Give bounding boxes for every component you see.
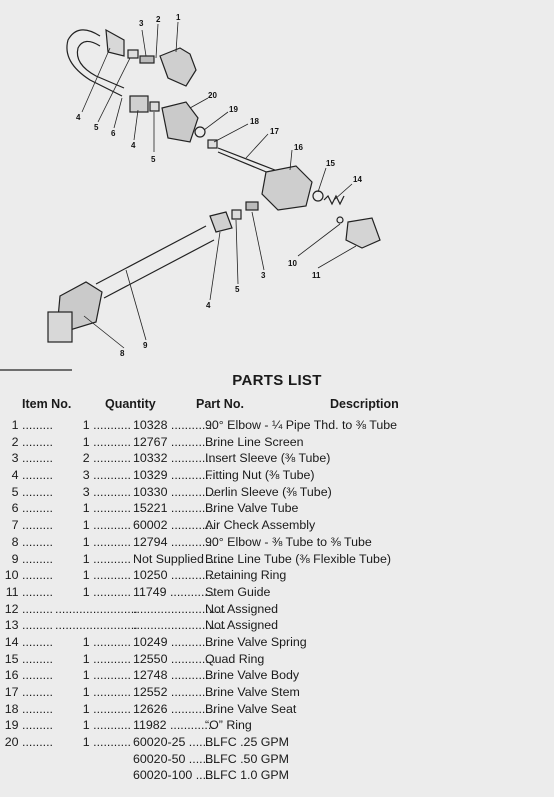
quantity: 1 ........... — [82, 685, 131, 699]
callout-17: 17 — [270, 127, 279, 136]
callout-4b: 4 — [131, 141, 136, 150]
part-number: 10332 ............. — [133, 451, 216, 466]
table-row — [0, 685, 554, 702]
description: Brine Valve Spring — [205, 634, 307, 649]
description: Not Assigned — [205, 618, 279, 633]
description: Derlin Sleeve (⅜ Tube) — [205, 484, 332, 499]
description: Not Assigned — [205, 601, 279, 616]
retaining-ring — [337, 217, 343, 223]
part-number: 10330 ............. — [133, 484, 216, 499]
part-number: 12748 ............. — [133, 668, 216, 683]
quantity: 1 ........... — [82, 735, 131, 750]
description: Brine Valve Seat — [205, 701, 297, 716]
item-number: 9 ......... — [11, 551, 53, 566]
table-row — [0, 602, 554, 619]
quantity: 1 ........... — [82, 584, 131, 599]
derlin-sleeve-3 — [232, 210, 241, 219]
description: Brine Valve Stem — [205, 685, 300, 699]
table-row — [0, 518, 554, 535]
part-number: 12626 ............. — [133, 701, 216, 716]
item-number: 20 ......... — [4, 735, 53, 750]
header-item-no: Item No. — [22, 397, 72, 411]
callout-20: 20 — [208, 91, 217, 100]
description: “O” Ring — [205, 718, 252, 733]
table-row — [0, 468, 554, 485]
brine-line-tube — [96, 226, 206, 284]
callout-10: 10 — [288, 259, 297, 268]
description: BLFC .25 GPM — [205, 735, 290, 750]
item-number: 14 ......... — [4, 634, 53, 649]
item-number: 3 ......... — [11, 451, 53, 466]
item-number: 8 ......... — [11, 534, 53, 549]
part-number: 60020-100 ....... — [133, 768, 220, 783]
quad-ring — [313, 191, 323, 201]
item-number: 16 ......... — [4, 668, 53, 683]
item-number: 5 ......... — [11, 484, 53, 499]
elbow-fitting — [160, 48, 196, 86]
quantity: ........................ — [55, 601, 138, 616]
part-number: 12552 ............. — [133, 685, 216, 699]
derlin-sleeve-2 — [150, 102, 159, 111]
item-number: 15 ......... — [4, 651, 53, 666]
part-number: 60002 ............. — [133, 518, 216, 533]
item-number: 10 ......... — [4, 568, 53, 583]
table-row — [0, 568, 554, 585]
o-ring — [195, 127, 205, 137]
insert-sleeve — [140, 56, 154, 63]
quantity: 1 ........... — [82, 534, 131, 549]
description: Insert Sleeve (⅜ Tube) — [205, 451, 331, 466]
item-number: 17 ......... — [4, 685, 53, 699]
part-number: 12550 ............. — [133, 651, 216, 666]
table-row — [0, 635, 554, 652]
table-row — [0, 435, 554, 452]
callout-14: 14 — [353, 175, 362, 184]
part-number: 10329 ............. — [133, 468, 216, 483]
quantity: ........................ — [55, 618, 138, 633]
description: Brine Valve Body — [205, 668, 300, 683]
item-number: 12 ......... — [4, 601, 53, 616]
quantity: 1 ........... — [82, 518, 131, 533]
part-number: 60020-50 ......... — [133, 751, 220, 766]
table-row — [0, 718, 554, 735]
item-number: 7 ......... — [11, 518, 53, 533]
table-row — [0, 768, 554, 785]
stem-guide — [346, 218, 380, 248]
item-number: 4 ......... — [11, 468, 53, 483]
table-row — [0, 618, 554, 635]
item-number: 18 ......... — [4, 701, 53, 716]
callout-5c: 5 — [235, 285, 240, 294]
callout-1: 1 — [176, 13, 181, 22]
header-part-no: Part No. — [196, 397, 244, 411]
part-number: Not Supplied ....... — [133, 551, 232, 566]
part-number: 11749 ............. — [133, 584, 215, 599]
table-row — [0, 552, 554, 569]
description: Air Check Assembly — [205, 518, 316, 533]
table-row — [0, 752, 554, 769]
description: BLFC 1.0 GPM — [205, 768, 290, 783]
quantity: 3 ........... — [82, 484, 131, 499]
description: Brine Line Tube (⅜ Flexible Tube) — [205, 551, 391, 566]
description: Stem Guide — [205, 584, 271, 599]
table-row — [0, 668, 554, 685]
callout-3b: 3 — [261, 271, 266, 280]
header-quantity: Quantity — [105, 397, 156, 411]
item-number: 1 ......... — [11, 418, 53, 432]
part-number: 10249 ............. — [133, 634, 216, 649]
quantity: 1 ........... — [82, 701, 131, 716]
elbow-base — [48, 312, 72, 342]
callout-6: 6 — [111, 129, 116, 138]
parts-table — [0, 418, 554, 785]
quantity: 2 ........... — [82, 451, 131, 466]
blfc — [162, 102, 198, 142]
callout-4c: 4 — [206, 301, 211, 310]
part-number: 10250 ............. — [133, 568, 216, 583]
item-number: 11 ......... — [5, 584, 53, 599]
description: Quad Ring — [205, 651, 265, 666]
quantity: 1 ........... — [82, 668, 131, 683]
quantity: 1 ........... — [82, 634, 131, 649]
item-number: 19 ......... — [4, 718, 53, 733]
quantity: 1 ........... — [82, 568, 131, 583]
description: 90° Elbow - ¼ Pipe Thd. to ⅜ Tube — [205, 418, 398, 432]
table-row — [0, 652, 554, 669]
quantity: 1 ........... — [82, 651, 131, 666]
callout-3: 3 — [139, 19, 144, 28]
item-number: 13 ......... — [4, 618, 53, 633]
callout-9: 9 — [143, 341, 148, 350]
part-number: 60020-25 ......... — [133, 735, 220, 750]
callout-5b: 5 — [151, 155, 156, 164]
callout-15: 15 — [326, 159, 335, 168]
description: BLFC .50 GPM — [205, 751, 290, 766]
part-number: 10328 ............. — [133, 418, 216, 432]
header-description: Description — [330, 397, 399, 411]
callout-16: 16 — [294, 143, 303, 152]
brine-valve-stem — [218, 148, 280, 172]
item-number: 2 ......... — [11, 434, 53, 449]
fitting-nut-2 — [130, 96, 148, 112]
quantity: 1 ........... — [82, 551, 131, 566]
part-number: 12767 ............. — [133, 434, 216, 449]
fitting-nut — [106, 30, 124, 56]
table-row — [0, 585, 554, 602]
description: Retaining Ring — [205, 568, 287, 583]
insert-sleeve-2 — [246, 202, 258, 210]
table-row — [0, 485, 554, 502]
parts-list-title: PARTS LIST — [232, 372, 322, 389]
part-number: 11982 ............. — [133, 718, 215, 733]
derlin-sleeve — [128, 50, 138, 58]
exploded-parts-diagram — [0, 0, 554, 372]
quantity: 3 ........... — [82, 468, 131, 483]
callout-18: 18 — [250, 117, 259, 126]
quantity: 1 ........... — [82, 501, 131, 516]
table-row — [0, 702, 554, 719]
part-number: 15221 ............. — [133, 501, 216, 516]
table-row — [0, 735, 554, 752]
description: Fitting Nut (⅜ Tube) — [205, 468, 315, 483]
description: 90° Elbow - ⅜ Tube to ⅜ Tube — [205, 534, 372, 549]
table-row — [0, 535, 554, 552]
description: Brine Valve Tube — [205, 501, 299, 516]
quantity: 1 ........... — [82, 418, 131, 432]
part-number: ........................... — [133, 618, 226, 633]
part-number: 12794 ............. — [133, 534, 216, 549]
item-number: 6 ......... — [11, 501, 53, 516]
fitting-nut-3 — [210, 212, 232, 232]
callout-2: 2 — [156, 15, 161, 24]
callout-11: 11 — [312, 271, 321, 280]
part-number: ........................... — [133, 601, 226, 616]
table-row — [0, 418, 554, 435]
callout-4: 4 — [76, 113, 81, 122]
brine-valve-body — [262, 166, 312, 210]
table-row — [0, 501, 554, 518]
quantity: 1 ........... — [82, 718, 131, 733]
callout-5: 5 — [94, 123, 99, 132]
table-row — [0, 451, 554, 468]
quantity: 1 ........... — [82, 434, 131, 449]
description: Brine Line Screen — [205, 434, 304, 449]
callout-8: 8 — [120, 349, 125, 358]
callout-19: 19 — [229, 105, 238, 114]
